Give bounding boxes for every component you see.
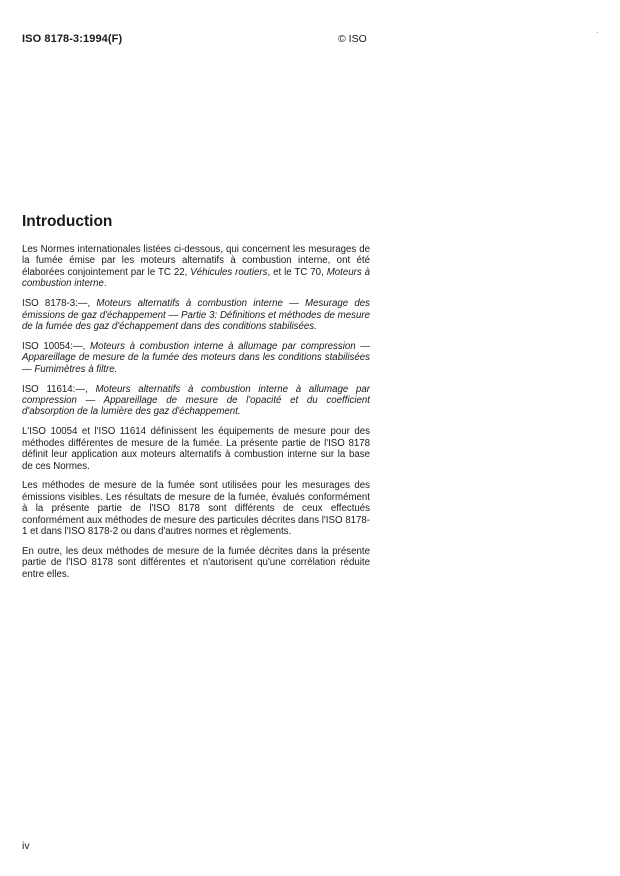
paragraph-1-text-e: . <box>103 278 107 290</box>
page-number: iv <box>22 840 30 852</box>
reference-title: Moteurs alternatifs à combustion interne à allumage par compression — Appareillage de mesure de l'opacité et du coefficient d'absorption de la lumière des gaz d'échappement. <box>22 383 370 418</box>
reference-title: Moteurs à combustion interne à allumage par compression — Appareillage de mesure de la fumée des moteurs dans les conditions stabilisées — Fumimètres à filtre. <box>22 340 370 375</box>
paragraph-standards-list <box>22 244 370 290</box>
reference-number: ISO 10054:—, <box>22 340 90 352</box>
reference-iso-11614 <box>22 384 370 418</box>
reference-iso-8178-3 <box>22 298 370 332</box>
reference-title: Moteurs alternatifs à combustion interne — Mesurage des émissions de gaz d'échappement — Partie 3: Définitions et méthodes de mesure de la fumée des gaz d'échappement dans des conditions stabilisées. <box>22 298 370 332</box>
committee-tc70-name: Moteurs à combustion interne <box>22 266 371 290</box>
paragraph-1-text-a: Les Normes internationales listées ci-dessous, qui concernent les mesurages de la fumée émise par les moteurs alternatifs à combustion interne, ont été élaborées conjointement par le TC 22, <box>22 244 370 278</box>
reference-number: ISO 11614:—, <box>22 383 96 395</box>
reference-iso-10054 <box>22 341 370 375</box>
copyright-notice: © ISO <box>338 33 367 45</box>
section-title: Introduction <box>22 213 113 230</box>
paragraph-1-text-c: , et le TC 70, <box>267 266 327 278</box>
corner-mark: · <box>596 28 599 37</box>
paragraph-equipment: L'ISO 10054 et l'ISO 11614 définissent les équipements de mesure pour des méthodes différentes de mesure de la fumée. La présente partie de l'ISO 8178 définit leur application aux moteurs alternatifs à combustion interne sur la base de ces Normes. <box>22 426 370 472</box>
reference-number: ISO 8178-3:—, <box>22 298 97 310</box>
committee-tc22-name: Véhicules routiers <box>190 266 268 278</box>
paragraph-methods: Les méthodes de mesure de la fumée sont utilisées pour les mesurages des émissions visibles. Les résultats de mesure de la fumée, évalués conformément à la présente partie de l'ISO 8178 sont différents de ceux effectués conformément aux méthodes de mesure des particules décrites dans l'ISO 8178-1 et dans l'ISO 8178-2 ou dans d'autres normes et règlements. <box>22 480 370 538</box>
introduction-body <box>22 244 370 589</box>
paragraph-correlation: En outre, les deux méthodes de mesure de la fumée décrites dans la présente partie de l'ISO 8178 sont différentes et n'autorisent qu'une corrélation réduite entre elles. <box>22 545 370 580</box>
document-identifier: ISO 8178-3:1994(F) <box>22 33 123 45</box>
